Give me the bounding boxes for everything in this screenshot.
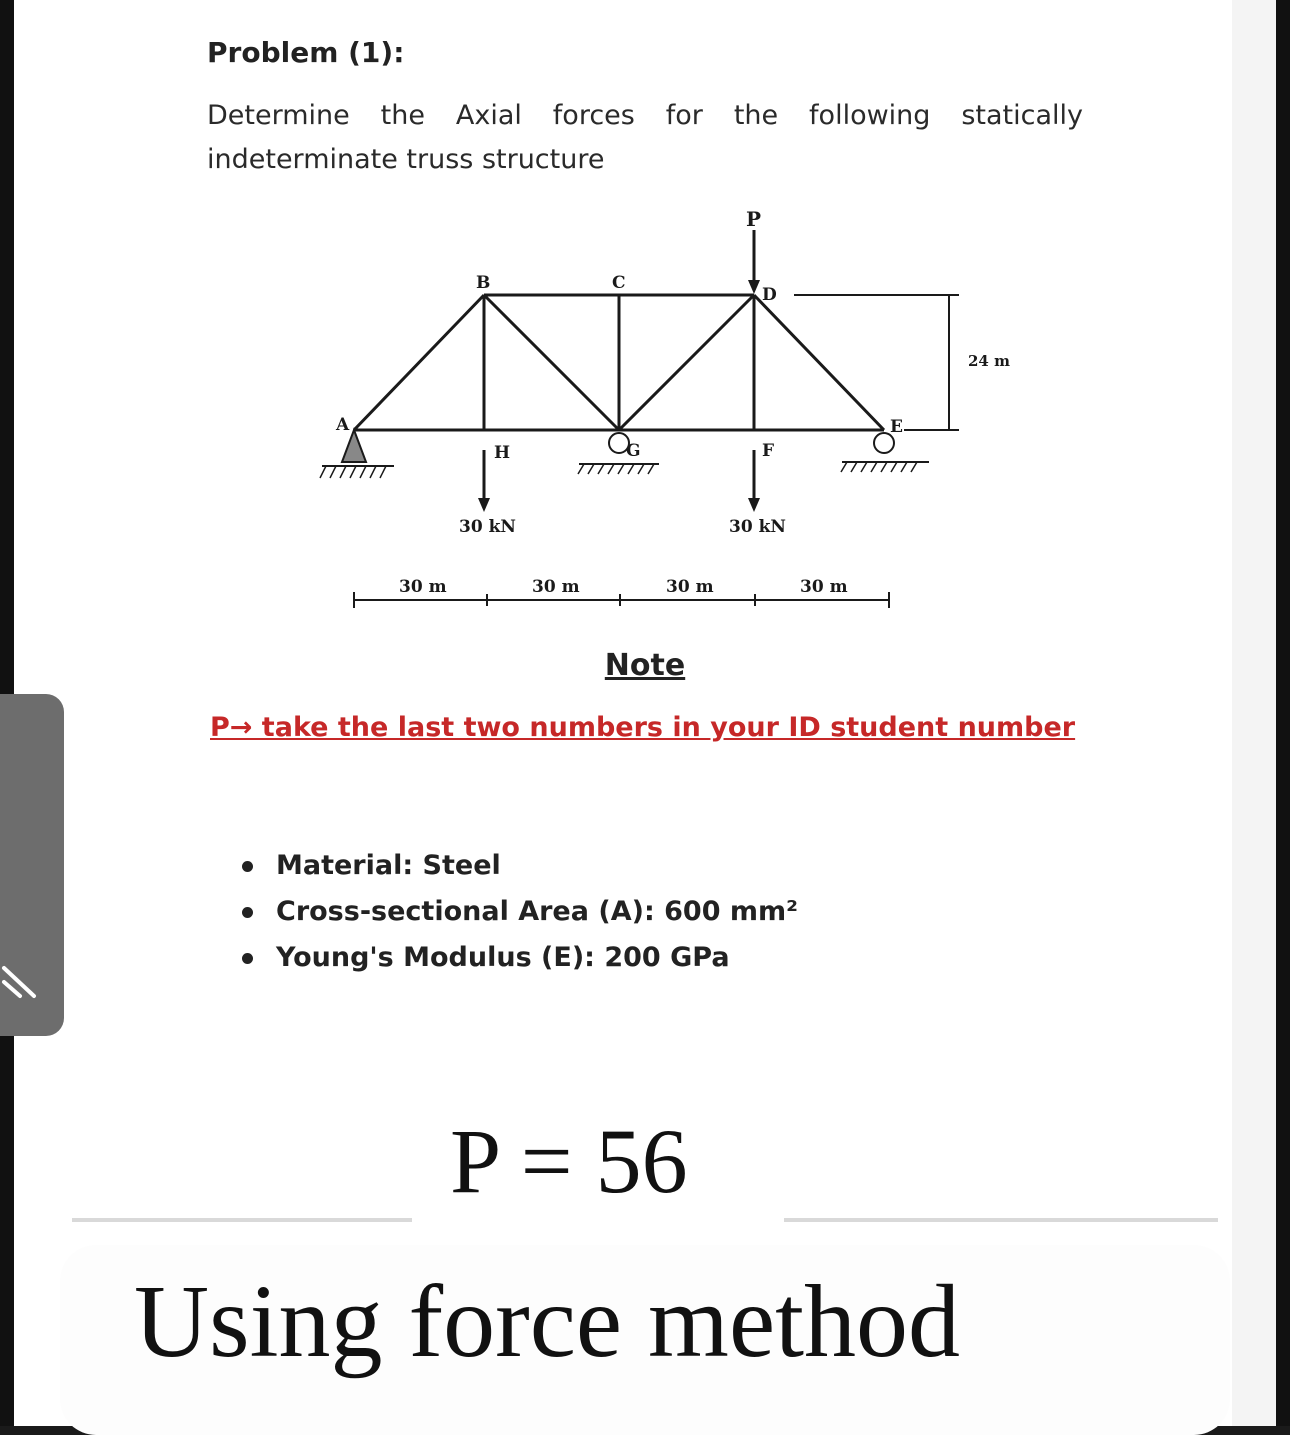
divider-left <box>72 1218 412 1222</box>
document-page <box>14 0 1276 1426</box>
truss-diagram <box>304 200 1044 620</box>
answer-value: P = 56 <box>450 1110 688 1212</box>
divider-right <box>784 1218 1218 1222</box>
label-C: C <box>612 273 626 293</box>
member-AB <box>354 295 484 430</box>
problem-title: Problem (1): <box>207 36 405 69</box>
member-DG <box>619 295 754 430</box>
label-D: D <box>762 285 777 305</box>
span-label-3: 30 m <box>666 577 714 597</box>
statement-line-1: Determine the Axial forces for the following statically <box>207 100 1083 131</box>
note-heading: Note <box>604 648 686 683</box>
property-area: Cross-sectional Area (A): 600 mm² <box>242 889 798 935</box>
caption-text: Using force method <box>134 1264 961 1379</box>
problem-statement <box>207 94 1083 182</box>
property-modulus: Young's Modulus (E): 200 GPa <box>242 935 798 981</box>
member-BG <box>484 295 619 430</box>
label-G: G <box>626 441 641 461</box>
load-label-H: 30 kN <box>459 517 516 537</box>
roller-support-E <box>841 433 929 472</box>
member-DE <box>754 295 884 430</box>
statement-line-2: indeterminate truss structure <box>207 144 605 175</box>
mute-icon[interactable] <box>0 960 40 1000</box>
right-screen-edge <box>1276 0 1290 1426</box>
load-label-F: 30 kN <box>729 517 786 537</box>
span-label-4: 30 m <box>800 577 848 597</box>
label-H: H <box>494 443 511 463</box>
height-label: 24 m <box>968 352 1010 370</box>
property-material: Material: Steel <box>242 843 798 889</box>
label-B: B <box>476 273 491 293</box>
roller-support-G <box>578 433 659 474</box>
label-E: E <box>890 417 903 437</box>
note-text: P→ take the last two numbers in your ID student number <box>210 712 1076 743</box>
label-A: A <box>336 415 350 435</box>
label-P: P <box>746 207 762 231</box>
truss-members <box>354 295 884 430</box>
span-label-2: 30 m <box>532 577 580 597</box>
span-label-1: 30 m <box>399 577 447 597</box>
pin-support-A <box>320 430 394 478</box>
material-properties-list <box>242 843 798 981</box>
label-F: F <box>762 441 775 461</box>
